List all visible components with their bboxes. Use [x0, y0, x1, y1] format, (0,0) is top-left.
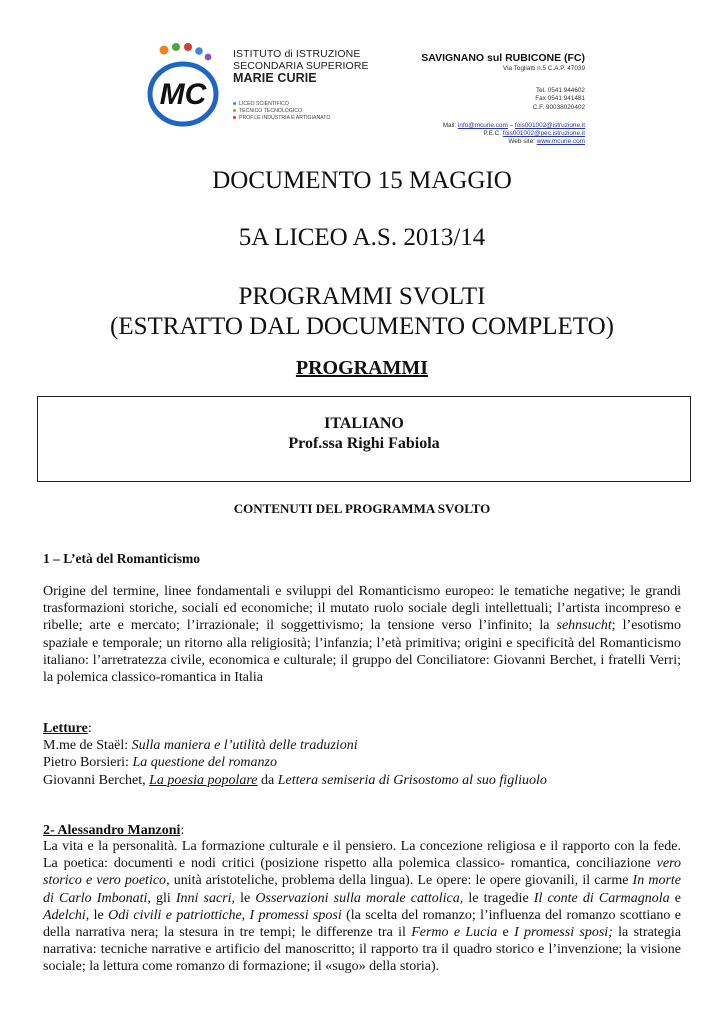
telephone: Tel. 0541 944602: [535, 87, 585, 95]
title-extract: (ESTRATTO DAL DOCUMENTO COMPLETO): [110, 313, 614, 340]
reading-item: Giovanni Berchet, La poesia popolare da Lettera semiseria di Grisostomo al suo figliuolo: [43, 772, 547, 788]
mail-line: Mail: info@mcurie.com – fois001002@istruzione.it: [442, 121, 585, 129]
contents-heading: CONTENUTI DEL PROGRAMMA SVOLTO: [233, 501, 491, 516]
course-item: PROF.LE INDUSTRIA E ARTIGIANATO: [233, 115, 330, 122]
mail-link-2[interactable]: fois001002@istruzione.it: [514, 121, 585, 129]
address: Via Togliatti n.5 C.A.P. 47039: [502, 65, 585, 72]
fax: Fax 0541 941481: [535, 95, 585, 103]
course-list: [233, 101, 330, 122]
title-class-year: 5A LICEO A.S. 2013/14: [238, 224, 486, 251]
logo-initials: MC: [159, 78, 207, 111]
course-item: TECNICO TECNOLOGICO: [233, 108, 330, 115]
pec-link[interactable]: fois001002@pec.istruzione.it: [502, 130, 585, 138]
school-line-3: MARIE CURIE: [233, 71, 317, 85]
title-programs: PROGRAMMI SVOLTI: [238, 283, 486, 310]
school-line-2: SECONDARIA SUPERIORE: [233, 60, 369, 72]
section-heading: PROGRAMMI: [295, 357, 429, 379]
mail-link-1[interactable]: info@mcurie.com: [457, 121, 508, 129]
course-item: LICEO SCIENTIFICO: [233, 101, 330, 108]
subject-teacher: Prof.ssa Righi Fabiola: [288, 435, 440, 452]
school-line-1: ISTITUTO di ISTRUZIONE: [233, 48, 361, 60]
reading-item: Pietro Borsieri: La questione del romanzo: [43, 755, 277, 771]
subject-box: [37, 396, 691, 482]
readings: [43, 720, 681, 789]
contact-info: [421, 52, 585, 146]
title-document: DOCUMENTO 15 MAGGIO: [212, 167, 512, 194]
subject-name: ITALIANO: [324, 415, 404, 432]
school-logo: [145, 42, 225, 130]
pec-line: P.E.C. fois001002@pec.istruzione.it: [483, 130, 585, 138]
city: SAVIGNANO sul RUBICONE (FC): [421, 52, 585, 64]
reading-item: M.me de Staël: Sulla maniera e l’utilità delle traduzioni: [43, 738, 358, 754]
web-link[interactable]: www.mcurie.com: [536, 138, 585, 146]
web-line: Web site: www.mcurie.com: [508, 138, 585, 146]
fiscal-code: C.F. 90038020402: [532, 103, 585, 111]
section-1-paragraph: Origine del termine, linee fondamentali e sviluppi del Romanticismo europeo: le tematiche negative; le grandi trasformazioni storiche, sociali ed economiche; il mutato ruolo sociale degli intellettuali; l’artista incompreso e ribelle; arte e mercato; l’irrazionale; il soggettivismo; la tensione verso l’infinito; la sehnsucht; l’esotismo spaziale e temporale; un ritorno alla religiosità; l’infanzia; l’età primitiva; origini e specificità del Romanticismo italiano: l’arretratezza civile, economica e culturale; il gruppo del Conciliatore: Giovanni Berchet, i fratelli Verri; la polemica classico-romantica in Italia: [43, 584, 681, 686]
letterhead: [145, 42, 585, 146]
school-name: [233, 48, 369, 84]
section-2-heading: 2- Alessandro Manzoni:: [43, 823, 185, 838]
section-1-heading: 1 – L’età del Romanticismo: [43, 551, 200, 566]
readings-label: Letture:: [43, 721, 92, 736]
section-2-paragraph: La vita e la personalità. La formazione culturale e il pensiero. La concezione religiosa e il rapporto con la fede. La poetica: documenti e nodi critici (posizione rispetto alla polemica classico- romantica, conciliazione vero storico e vero poetico, unità aristoteliche, problema della lingua). Le opere: le opere giovanili, il carme In morte di Carlo Imbonati, gli Inni sacri, le Osservazioni sulla morale cattolica, le tragedie Il conte di Carmagnola e Adelchi, le Odi civili e patriottiche, I promessi sposi (la scelta del romanzo; l’influenza del romanzo scottiano e della narrativa nera; la stesura in tre tempi; le differenze tra il Fermo e Lucia e I promessi sposi; la strategia narrativa: tecniche narrative e artificio del manoscritto; il rapporto tra il quadro storico e l’invenzione; la visione sociale; la lettura come romanzo di formazione; il «sugo» della storia).: [43, 839, 682, 975]
